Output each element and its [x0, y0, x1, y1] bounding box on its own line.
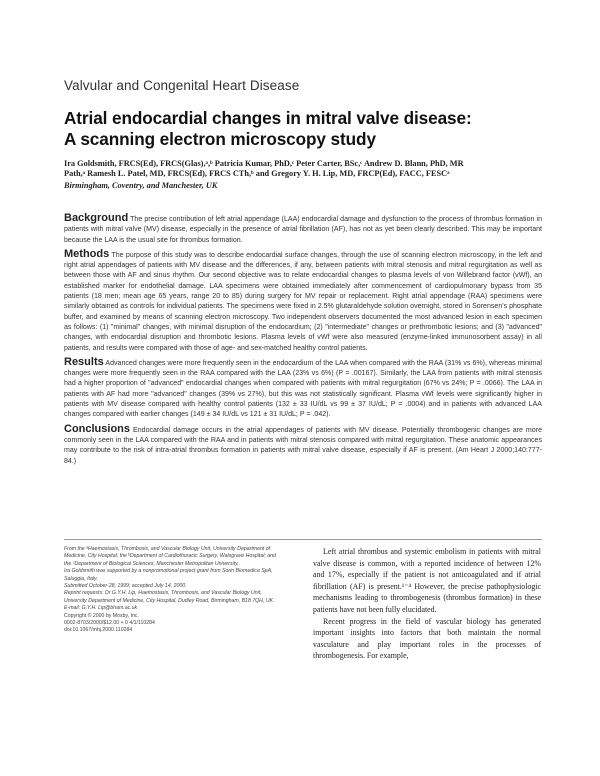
background-text: The precise contribution of left atrial appendage (LAA) endocardial damage and dysfunction to the process of thrombus formation in patients with mitral valve (MV) disease, especially in the presence of atrial fibrillation (AF), has not as yet been clearly described. This may be important because the LAA is the usual site for thrombus formation. [64, 216, 542, 244]
body-text [313, 546, 541, 662]
article-title [64, 108, 564, 150]
body-paragraph-1: Left atrial thrombus and systemic embolism in patients with mitral valve disease is common, with a reported incidence of between 12% and 17%, especially if the patient is not anticoagulated and if atrial fibrillation (AF) is present.¹⁻⁴ However, the precise pathophysiologic mechanisms leading to thrombogenesis (thrombus formation) in these patients have not been fully elucidated. [313, 547, 541, 614]
affiliation: Birmingham, Coventry, and Manchester, UK [64, 181, 218, 190]
results-label: Results [64, 355, 104, 368]
title-line-2: A scanning electron microscopy study [64, 129, 376, 149]
results-text: Advanced changes were more frequently seen in the endocardium of the LAA when compared with the RAA (31% vs 6%), whereas minimal changes were more frequently seen in the RAA compared with the LAA (23% vs 6%) (P = .00167). Similarly, the LAA from patients with mitral stenosis had a higher proportion of "advanced" endocardial changes when compared with patients with mitral regurgitation (67% vs 24%; P = .0066). The LAA in patients with AF had more "advanced" changes (39% vs 27%), but this was not statistically significant. Plasma vWf levels were significantly higher in patients with MV disease compared with healthy control patients (132 ± 33 IU/dL vs 99 ± 37 IU/dL; P = .0004) and in patients with advanced LAA changes compared with earlier changes (149 ± 34 IU/dL vs 121 ± 31 IU/dL; P = .042). [64, 359, 542, 419]
footnote-issn: 0002-8703/2000/$12.00 + 0 4/1/110284 [64, 620, 155, 627]
author-list [64, 159, 534, 180]
footnote-submitted: Submitted October 28, 1999; accepted July 14, 2000. [64, 583, 187, 590]
abstract-results [64, 357, 542, 421]
footnotes [64, 546, 284, 635]
section-heading: Valvular and Congenital Heart Disease [64, 78, 300, 93]
abstract-background [64, 213, 542, 246]
footnote-support: Ira Goldsmith was supported by a nonpromotional project grant from Sorin Biomedica SpA, Saluggia, Italy. [64, 568, 273, 582]
authors-line-2: Path,ᵃ Ramesh L. Patel, MD, FRCS(Ed), FRCS CTh,ᵇ and Gregory Y. H. Lip, MD, FRCP(Ed), FACC, FESCᵃ [64, 169, 450, 179]
authors-line-1: Ira Goldsmith, FRCS(Ed), FRCS(Glas),ᵃ,ᵇ Patricia Kumar, PhD,ᶜ Peter Carter, BSc,ᶜ Andrew D. Blann, PhD, MR [64, 159, 464, 168]
abstract-conclusions [64, 424, 542, 467]
conclusions-text: Endocardial damage occurs in the atrial appendages of patients with MV disease. Potentially thrombogenic changes are more commonly seen in the LAA compared with the RAA and in patients with mitral stenosis compared with mitral regurgitation. These anatomic appearances may contribute to the risk of intra-atrial thrombus formation in patients with mitral valve disease, especially if AF is present. (Am Heart J 2000;140:777-84.) [64, 426, 542, 465]
conclusions-label: Conclusions [64, 422, 131, 435]
methods-label: Methods [64, 247, 110, 260]
footnote-reprints: Reprint requests: Dr G.Y.H. Lip, Haemostasis, Thrombosis, and Vascular Biology Unit, University Department of Medicine, City Hospital, Dudley Road, Birmingham, B18 7QH, UK. [64, 590, 275, 604]
footnote-from: From the ᵃHaemostasis, Thrombosis, and Vascular Biology Unit, University Department of Medicine, City Hospital; the ᵇDepartment of Cardiothoracic Surgery, Walsgrave Hospital; and the ᶜDepartment of Biological Sciences, Manchester Metropolitan University. [64, 546, 276, 567]
methods-text: The purpose of this study was to describe endocardial surface changes, through the use of scanning electron microscopy, in the left and right atrial appendages of patients with MV disease and the differences, if any, between patients with mitral stenosis and mitral regurgitation as well as between those with AF and sinus rhythm. Our second objective was to relate endocardial changes to plasma levels of von Willebrand factor (vWf), an established marker for endothelial damage. LAA specimens were obtained immediately after commencement of cardiopulmonary bypass from 35 patients (18 men; mean age 65 years, range 20 to 85) during surgery for MV repair or replacement. Right atrial appendage (RAA) specimens were similarly obtained as controls for individual patients. The specimens were fixed in 2.5% glutaraldehyde solution overnight, stored in Sorensen's phosphate buffer, and examined by means of scanning electron microscopy. Two independent observers documented the most advanced lesion in each specimen as follows: (1) "minimal" changes, with minimal disruption of the endocardium; (2) "intermediate" changes or prethrombotic lesions; and (3) "advanced" changes, with endocardial disruption and thrombotic lesions. Plasma levels of vWf were also measured (enzyme-linked immunosorbent assay) in all patients, and results were compared with those of age- and sex-matched healthy control patients. [64, 251, 542, 352]
body-paragraph-2: Recent progress in the field of vascular biology has generated important insights into factors that both maintain the normal vasculature and play important roles in the processes of thrombogenesis. For example, [313, 616, 541, 661]
footnote-copyright: Copyright © 2000 by Mosby, Inc. [64, 612, 139, 619]
background-label: Background [64, 212, 129, 224]
footnote-divider [64, 539, 542, 540]
abstract-methods [64, 249, 542, 354]
title-line-1: Atrial endocardial changes in mitral valve disease: [64, 108, 472, 128]
footnote-doi: doi:10.1067/mhj.2000.110284 [64, 627, 133, 634]
abstract [64, 213, 542, 470]
footnote-email: E-mail: G.Y.H. Lip@bham.ac.uk [64, 605, 138, 612]
